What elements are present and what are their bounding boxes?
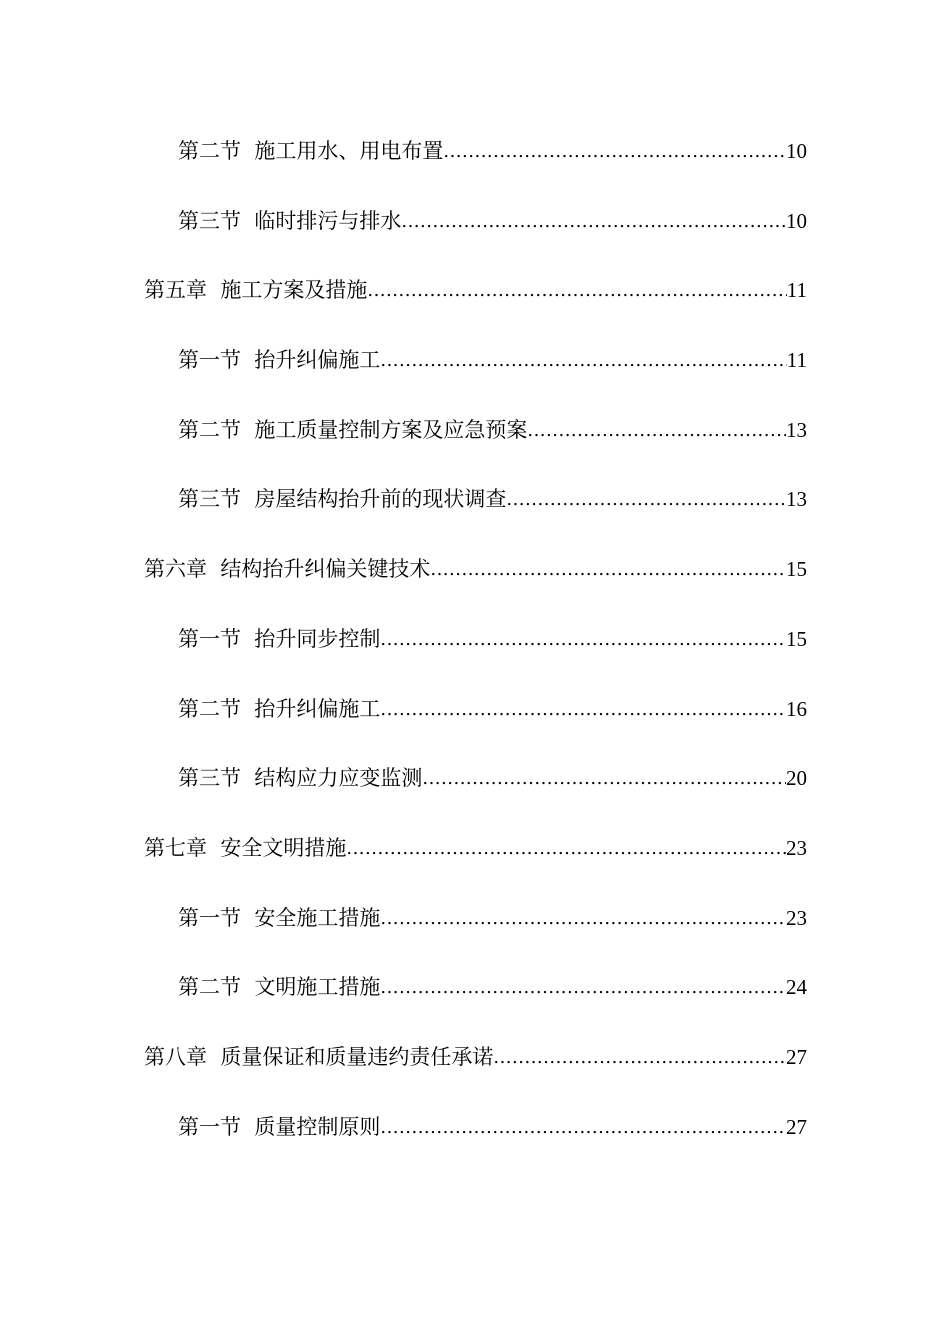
toc-link[interactable] [178, 202, 950, 242]
toc-entry [0, 968, 950, 1038]
toc-page-number: 11 [786, 278, 807, 303]
toc-entry [0, 1108, 950, 1178]
toc-link[interactable] [178, 690, 950, 730]
toc-dot-leader [401, 203, 786, 241]
toc-entry [0, 341, 950, 411]
toc-dot-leader [380, 342, 786, 380]
toc-entry-label: 第三节 结构应力应变监测 [178, 766, 423, 791]
toc-dot-leader [380, 621, 786, 659]
toc-dot-leader [380, 969, 786, 1007]
toc-dot-leader [380, 691, 786, 729]
toc-entry-label: 第五章 施工方案及措施 [144, 278, 368, 303]
toc-page-number: 15 [786, 626, 807, 651]
toc-link[interactable] [178, 620, 950, 660]
toc-dot-leader [493, 1039, 786, 1077]
toc-link[interactable] [144, 1038, 950, 1078]
toc-entry-label: 第三节 临时排污与排水 [178, 208, 402, 233]
toc-page-number: 13 [786, 487, 807, 512]
toc-link[interactable] [178, 411, 950, 451]
toc-entry-label: 第八章 质量保证和质量违约责任承诺 [144, 1044, 494, 1069]
toc-page-number: 16 [786, 696, 807, 721]
toc-entry [0, 899, 950, 969]
toc-dot-leader [422, 760, 786, 798]
toc-entry [0, 620, 950, 690]
toc-dot-leader [367, 272, 786, 310]
toc-dot-leader [506, 481, 786, 519]
toc-page-number: 10 [786, 208, 807, 233]
toc-dot-leader [527, 412, 786, 450]
toc-entry-label: 第六章 结构抬升纠偏关键技术 [144, 557, 431, 582]
toc-entry-label: 第三节 房屋结构抬升前的现状调查 [178, 487, 507, 512]
toc-page-number: 23 [786, 835, 807, 860]
toc-link[interactable] [178, 759, 950, 799]
toc-page-number: 23 [786, 905, 807, 930]
toc-entry [0, 411, 950, 481]
toc-entry [0, 1038, 950, 1108]
toc-dot-leader [346, 830, 786, 868]
toc-page-number: 10 [786, 139, 807, 163]
toc-link[interactable] [178, 968, 950, 1008]
toc-entry [0, 480, 950, 550]
toc-link[interactable] [178, 132, 950, 172]
toc-dot-leader [380, 1109, 786, 1147]
toc-dot-leader [443, 133, 786, 171]
toc-entry [0, 202, 950, 272]
toc-entry [0, 759, 950, 829]
toc-link[interactable] [144, 829, 950, 869]
toc-entry [0, 829, 950, 899]
toc-page-number: 27 [786, 1044, 807, 1069]
toc-link[interactable] [178, 480, 950, 520]
toc-page-number: 27 [786, 1114, 807, 1139]
toc-page-number: 24 [786, 975, 807, 1000]
toc-page-number: 20 [786, 766, 807, 791]
toc-link[interactable] [178, 341, 950, 381]
toc-page-number: 11 [786, 348, 807, 373]
toc-link[interactable] [178, 1108, 950, 1148]
toc-link[interactable] [178, 899, 950, 939]
toc-entry-label: 第二节 抬升纠偏施工 [178, 696, 381, 721]
toc-entry-label: 第一节 抬升纠偏施工 [178, 348, 381, 373]
toc-entry-label: 第二节 施工质量控制方案及应急预案 [178, 417, 528, 442]
toc-entry-label: 第一节 安全施工措施 [178, 905, 381, 930]
toc-entry [0, 132, 950, 202]
table-of-contents [0, 132, 950, 1177]
toc-entry-label: 第七章 安全文明措施 [144, 835, 347, 860]
toc-page-number: 15 [786, 557, 807, 582]
toc-entry [0, 690, 950, 760]
toc-entry-label: 第一节 质量控制原则 [178, 1114, 381, 1139]
toc-entry-label: 第一节 抬升同步控制 [178, 626, 381, 651]
toc-link[interactable] [144, 271, 950, 311]
toc-entry [0, 271, 950, 341]
toc-entry-label: 第二节 施工用水、用电布置 [178, 139, 444, 163]
toc-entry-label: 第二节 文明施工措施 [178, 975, 381, 1000]
toc-entry [0, 550, 950, 620]
toc-dot-leader [430, 551, 786, 589]
toc-dot-leader [380, 900, 786, 938]
toc-link[interactable] [144, 550, 950, 590]
toc-page-number: 13 [786, 417, 807, 442]
